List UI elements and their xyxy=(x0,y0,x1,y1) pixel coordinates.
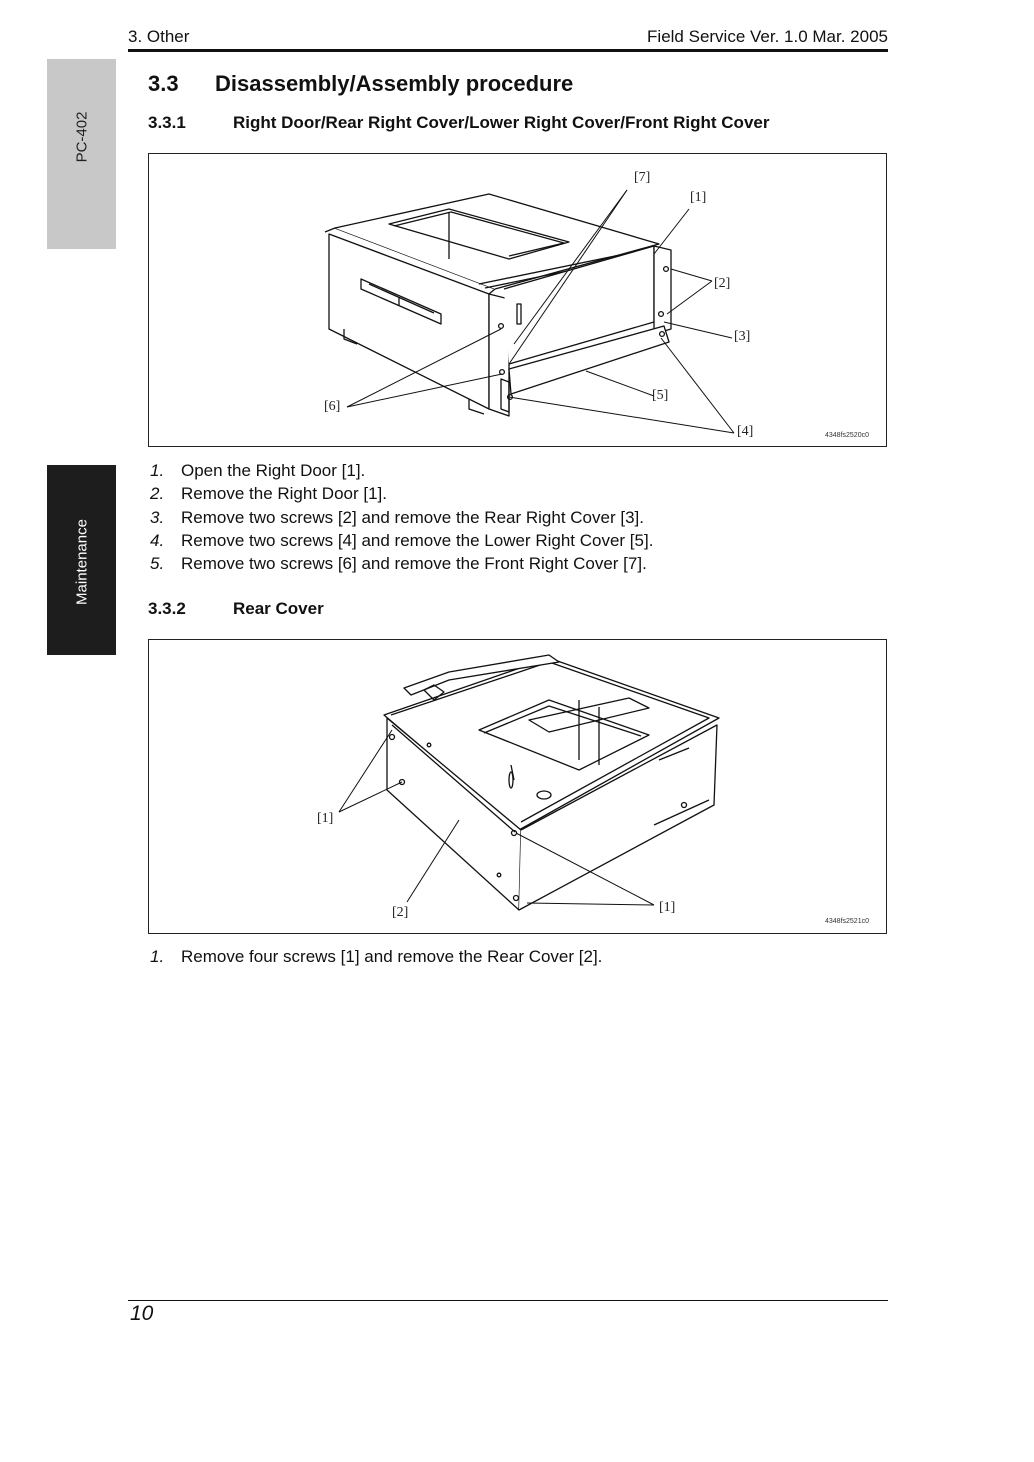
step-item xyxy=(150,552,653,575)
step-item xyxy=(150,506,653,529)
section-title: Disassembly/Assembly procedure xyxy=(215,71,574,96)
step-number: 5. xyxy=(150,554,165,574)
callout-5: [5] xyxy=(652,388,669,403)
subsection-2-number: 3.3.2 xyxy=(148,599,186,618)
figure-right-covers xyxy=(148,153,887,447)
figure-code: 4348fs2520c0 xyxy=(825,432,869,439)
step-number: 1. xyxy=(150,461,165,480)
footer-rule xyxy=(128,1300,888,1301)
step-item xyxy=(150,945,602,968)
side-tab-section-label: Maintenance xyxy=(73,519,90,605)
step-item xyxy=(150,459,653,482)
step-number: 4. xyxy=(150,530,165,550)
callout-2: [2] xyxy=(392,905,409,920)
step-number: 2. xyxy=(150,484,165,504)
step-number: 3. xyxy=(150,507,165,527)
section-heading xyxy=(148,71,573,97)
header-chapter: 3. Other xyxy=(128,27,190,46)
side-tab-model xyxy=(47,59,116,249)
header-version: Field Service Ver. 1.0 Mar. 2005 xyxy=(647,27,888,46)
subsection-2-title: Rear Cover xyxy=(233,599,324,618)
subsection-1-number: 3.3.1 xyxy=(148,113,186,132)
callout-6: [6] xyxy=(324,399,341,414)
step-item xyxy=(150,482,653,505)
procedure-steps-2 xyxy=(150,945,602,968)
figure-right-covers-drawing xyxy=(149,154,886,446)
step-text: Open the Right Door [1]. xyxy=(181,461,366,480)
step-number: 1. xyxy=(150,947,165,966)
step-text: Remove four screws [1] and remove the Rear Cover [2]. xyxy=(181,947,603,966)
page-number: 10 xyxy=(130,1302,154,1325)
callout-3: [3] xyxy=(734,329,751,344)
step-item xyxy=(150,529,653,552)
callout-7: [7] xyxy=(634,170,651,185)
figure-rear-cover-drawing xyxy=(149,640,886,933)
step-text: Remove two screws [4] and remove the Lower Right Cover [5]. xyxy=(181,530,654,550)
section-number: 3.3 xyxy=(148,71,179,96)
step-text: Remove two screws [2] and remove the Rear Right Cover [3]. xyxy=(181,507,644,527)
figure-rear-cover xyxy=(148,639,887,934)
callout-1: [1] xyxy=(690,190,707,205)
subsection-1-heading xyxy=(148,113,769,133)
subsection-2-heading xyxy=(148,599,324,619)
callout-2: [2] xyxy=(714,276,731,291)
callout-1-left: [1] xyxy=(317,811,334,826)
header-rule xyxy=(128,49,888,52)
subsection-1-title: Right Door/Rear Right Cover/Lower Right Cover/Front Right Cover xyxy=(233,113,770,132)
figure-code: 4348fs2521c0 xyxy=(825,918,869,925)
side-tab-section xyxy=(47,465,116,655)
step-text: Remove two screws [6] and remove the Front Right Cover [7]. xyxy=(181,554,647,574)
callout-4: [4] xyxy=(737,424,754,439)
side-tab-model-label: PC-402 xyxy=(73,111,90,163)
callout-1-right: [1] xyxy=(659,900,676,915)
step-text: Remove the Right Door [1]. xyxy=(181,484,387,504)
procedure-steps-1 xyxy=(150,459,653,575)
